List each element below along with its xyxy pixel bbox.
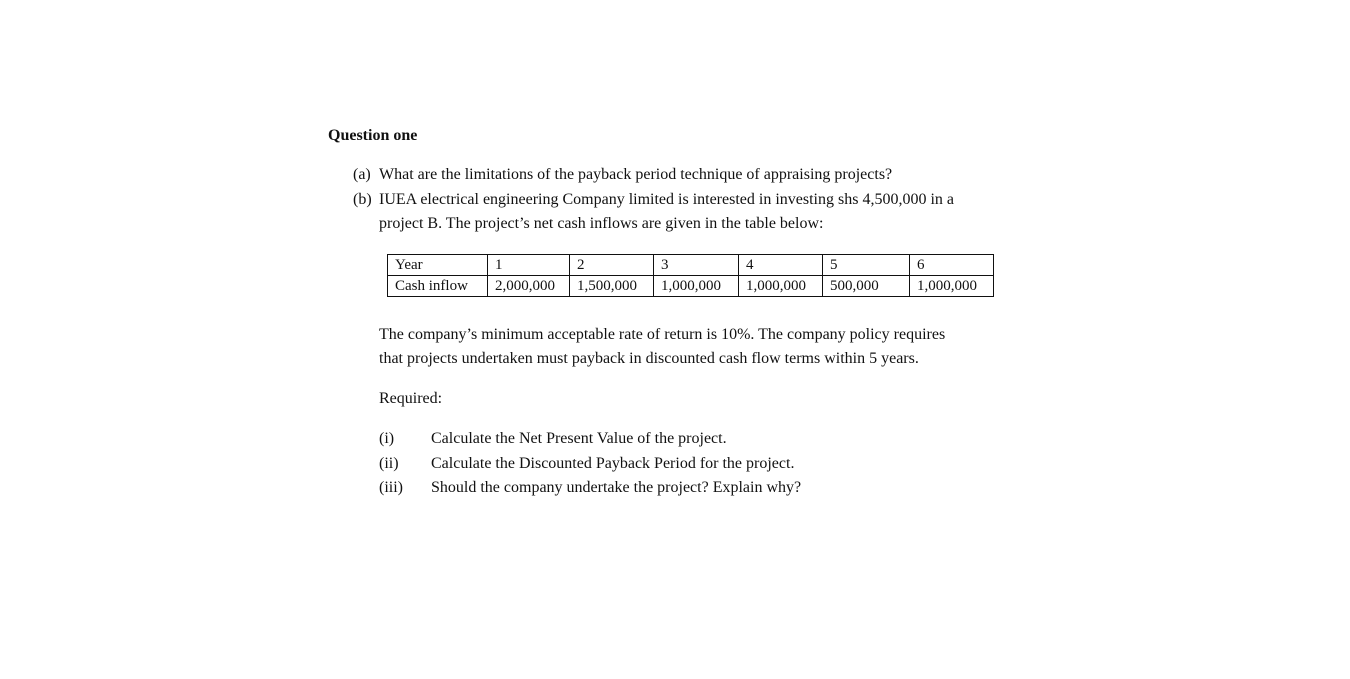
paragraph-line2: that projects undertaken must payback in discounted cash flow terms within 5 years. [379, 350, 919, 367]
table-cell: 2 [570, 255, 654, 276]
table-cell: 4 [739, 255, 823, 276]
subpart-number: (ii) [379, 455, 399, 472]
table-cell: 1 [488, 255, 570, 276]
question-title: Question one [328, 127, 418, 144]
table-cell: 1,500,000 [570, 276, 654, 297]
table-cell: Year [388, 255, 488, 276]
subpart-number: (i) [379, 430, 395, 447]
part-b-label: (b) [353, 191, 372, 208]
subpart-number: (iii) [379, 479, 403, 496]
part-b-text-line1: IUEA electrical engineering Company limited is interested in investing shs 4,500,000 in a [379, 191, 954, 208]
required-heading: Required: [379, 390, 443, 407]
table-cell: 3 [654, 255, 739, 276]
part-a-label: (a) [353, 166, 371, 183]
table-cell: 1,000,000 [654, 276, 739, 297]
part-a-text: What are the limitations of the payback period technique of appraising projects? [379, 166, 893, 183]
subpart-text: Should the company undertake the project? Explain why? [431, 479, 802, 496]
table-cell: 1,000,000 [910, 276, 994, 297]
cash-inflow-table [387, 254, 994, 297]
paragraph-line1: The company’s minimum acceptable rate of return is 10%. The company policy requires [379, 326, 946, 343]
part-b-text-line2: project B. The project’s net cash inflows are given in the table below: [379, 215, 824, 232]
table-row-year [388, 255, 994, 276]
subpart-text: Calculate the Net Present Value of the project. [431, 430, 727, 447]
subpart-text: Calculate the Discounted Payback Period for the project. [431, 455, 795, 472]
table-row-cash-inflow [388, 276, 994, 297]
table-cell: Cash inflow [388, 276, 488, 297]
table-cell: 500,000 [823, 276, 910, 297]
table-cell: 5 [823, 255, 910, 276]
table-cell: 2,000,000 [488, 276, 570, 297]
policy-paragraph [379, 323, 1004, 371]
table-cell: 6 [910, 255, 994, 276]
table-cell: 1,000,000 [739, 276, 823, 297]
